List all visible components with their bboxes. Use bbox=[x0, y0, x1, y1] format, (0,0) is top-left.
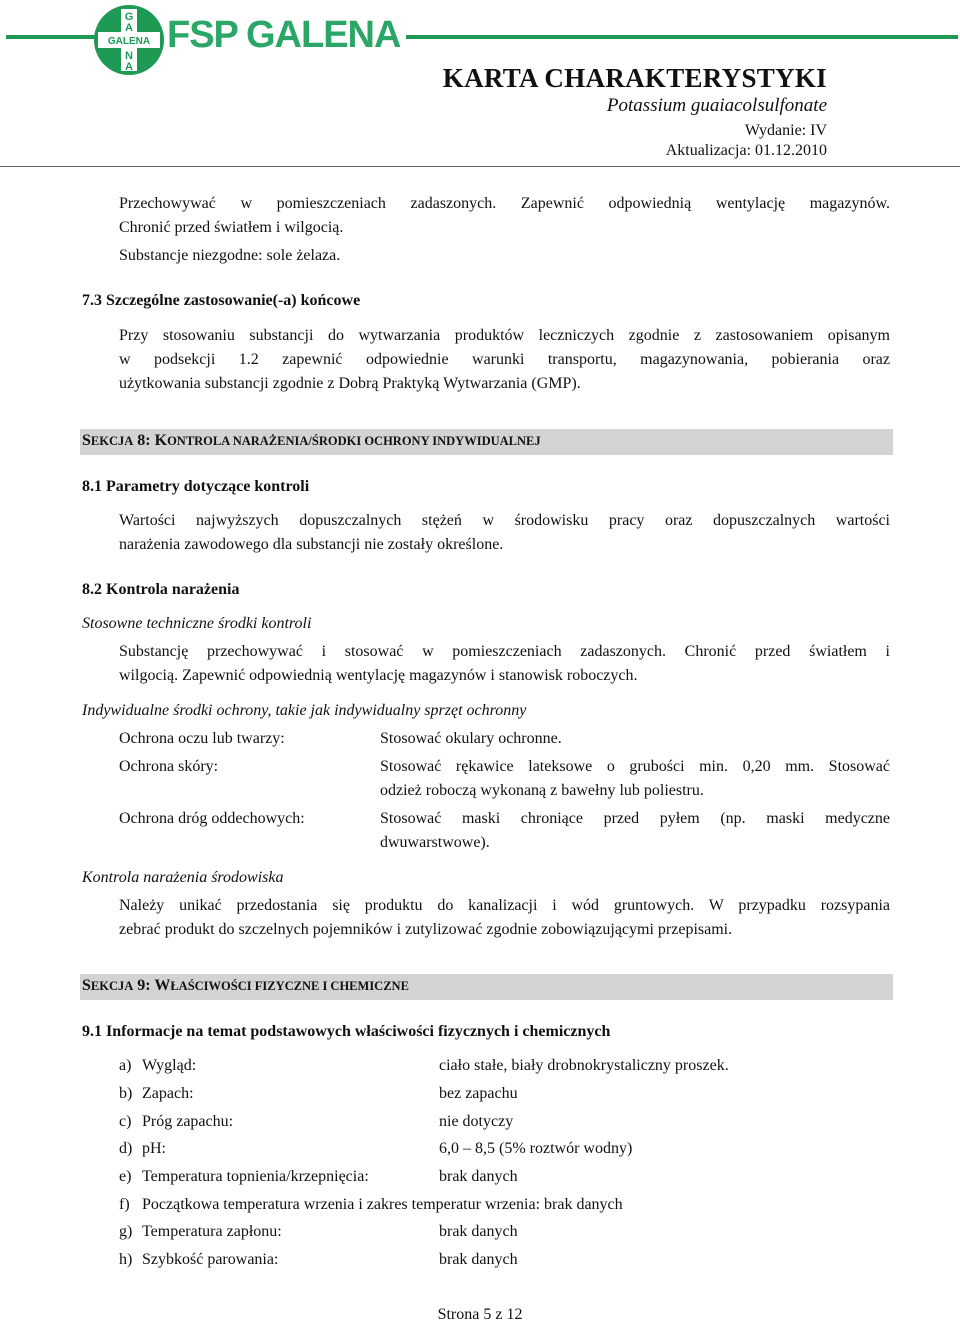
section-8-title: SEKCJA 8: KONTROLA NARAŻENIA/ŚRODKI OCHRONY INDYWIDUALNEJ bbox=[82, 432, 541, 449]
tech-controls-heading: Stosowne techniczne środki kontroli bbox=[82, 615, 312, 632]
logo-word: GALENA bbox=[107, 36, 151, 47]
header-divider bbox=[0, 166, 960, 167]
prop-value-appearance: ciało stałe, biały drobnokrystaliczny proszek. bbox=[439, 1057, 729, 1074]
prop-label-odour: Zapach: bbox=[142, 1085, 194, 1102]
brand-fsp: FSP bbox=[167, 14, 238, 56]
prop-key-a: a) bbox=[119, 1057, 132, 1074]
header-green-bar-right bbox=[392, 35, 958, 39]
params-line1: Wartości najwyższych dopuszczalnych stężeń w środowisku pracy oraz dopuszczalnych wartości bbox=[119, 512, 890, 529]
env-controls-line2: zebrać produkt do szczelnych pojemników i zutylizować zgodnie zobowiązującymi przepisami. bbox=[119, 921, 733, 938]
heading-8-2: 8.2 Kontrola narażenia bbox=[82, 581, 240, 598]
prop-key-g: g) bbox=[119, 1223, 133, 1240]
galena-logo-icon bbox=[92, 3, 166, 77]
prop-label-boiling-point: Początkowa temperatura wrzenia i zakres temperatur wrzenia: brak danych bbox=[142, 1196, 623, 1213]
heading-9-1: 9.1 Informacje na temat podstawowych właściwości fizycznych i chemicznych bbox=[82, 1023, 611, 1040]
prop-value-ph: 6,0 – 8,5 (5% roztwór wodny) bbox=[439, 1140, 633, 1157]
ppe-heading: Indywidualne środki ochrony, takie jak indywidualny sprzęt ochronny bbox=[82, 702, 527, 719]
section-9-title: SEKCJA 9: WŁAŚCIWOŚCI FIZYCZNE I CHEMICZNE bbox=[82, 977, 409, 994]
prop-label-flash-point: Temperatura zapłonu: bbox=[142, 1223, 282, 1240]
section-9-bar bbox=[80, 974, 893, 1000]
logo-letter-a: A bbox=[125, 22, 133, 34]
tech-controls-line1: Substancję przechowywać i stosować w pomieszczeniach zadaszonych. Chronić przed światłem i bbox=[119, 643, 890, 660]
prop-label-ph: pH: bbox=[142, 1140, 166, 1157]
logo-letter-n: N bbox=[125, 50, 133, 62]
brand-name: GALENA bbox=[240, 14, 406, 57]
incompatible-substances: Substancje niezgodne: sole żelaza. bbox=[119, 247, 341, 264]
end-use-line1: Przy stosowaniu substancji do wytwarzania produktów leczniczych zgodnie z zastosowaniem opisanym bbox=[119, 327, 890, 344]
logo-letter-a2: A bbox=[125, 61, 133, 73]
env-controls-heading: Kontrola narażenia środowiska bbox=[82, 869, 284, 886]
prop-key-e: e) bbox=[119, 1168, 132, 1185]
ppe-skin-value-line2: odzież roboczą wykonaną z bawełny lub poliestru. bbox=[380, 782, 704, 799]
storage-text-line1: Przechowywać w pomieszczeniach zadaszonych. Zapewnić odpowiednią wentylację magazynów. bbox=[119, 195, 890, 212]
prop-label-evaporation-rate: Szybkość parowania: bbox=[142, 1251, 279, 1268]
ppe-eye-label: Ochrona oczu lub twarzy: bbox=[119, 730, 285, 747]
storage-text-line2: Chronić przed światłem i wilgocią. bbox=[119, 219, 344, 236]
params-line2: narażenia zawodowego dla substancji nie zostały określone. bbox=[119, 536, 504, 553]
env-controls-line1: Należy unikać przedostania się produktu do kanalizacji i wód gruntowych. W przypadku rozsypania bbox=[119, 897, 890, 914]
header-green-bar-left bbox=[6, 35, 96, 39]
ppe-skin-value-line1: Stosować rękawice lateksowe o grubości min. 0,20 mm. Stosować bbox=[380, 758, 890, 775]
heading-8-1: 8.1 Parametry dotyczące kontroli bbox=[82, 478, 310, 495]
page-number: Strona 5 z 12 bbox=[437, 1306, 523, 1323]
ppe-resp-value-line2: dwuwarstwowe). bbox=[380, 834, 490, 851]
tech-controls-line2: wilgocią. Zapewnić odpowiednią wentylację magazynów i stanowisk roboczych. bbox=[119, 667, 638, 684]
prop-value-evaporation-rate: brak danych bbox=[439, 1251, 518, 1268]
ppe-skin-label: Ochrona skóry: bbox=[119, 758, 219, 775]
prop-value-odour-threshold: nie dotyczy bbox=[439, 1113, 514, 1130]
heading-7-3: 7.3 Szczególne zastosowanie(-a) końcowe bbox=[82, 292, 361, 309]
prop-value-flash-point: brak danych bbox=[439, 1223, 518, 1240]
update-date: Aktualizacja: 01.12.2010 bbox=[665, 142, 827, 159]
document-title: KARTA CHARAKTERYSTYKI bbox=[442, 63, 827, 93]
prop-key-b: b) bbox=[119, 1085, 133, 1102]
end-use-line2: w podsekcji 1.2 zapewnić odpowiednie warunki transportu, magazynowania, pobierania oraz bbox=[119, 351, 890, 368]
substance-name: Potassium guaiacolsulfonate bbox=[606, 95, 827, 116]
prop-key-f: f) bbox=[119, 1196, 130, 1213]
prop-key-h: h) bbox=[119, 1251, 133, 1268]
prop-value-odour: bez zapachu bbox=[439, 1085, 518, 1102]
prop-label-odour-threshold: Próg zapachu: bbox=[142, 1113, 234, 1130]
prop-label-appearance: Wygląd: bbox=[142, 1057, 197, 1074]
edition: Wydanie: IV bbox=[744, 122, 827, 139]
prop-key-c: c) bbox=[119, 1113, 132, 1130]
ppe-resp-label: Ochrona dróg oddechowych: bbox=[119, 810, 305, 827]
prop-value-melting-point: brak danych bbox=[439, 1168, 518, 1185]
section-8-bar bbox=[80, 429, 893, 455]
ppe-resp-value-line1: Stosować maski chroniące przed pyłem (np. maski medyczne bbox=[380, 810, 890, 827]
ppe-eye-value: Stosować okulary ochronne. bbox=[380, 730, 562, 747]
end-use-line3: użytkowania substancji zgodnie z Dobrą Praktyką Wytwarzania (GMP). bbox=[119, 375, 581, 392]
logo-letter-g: G bbox=[124, 11, 134, 23]
prop-key-d: d) bbox=[119, 1140, 133, 1157]
prop-label-melting-point: Temperatura topnienia/krzepnięcia: bbox=[142, 1168, 369, 1185]
